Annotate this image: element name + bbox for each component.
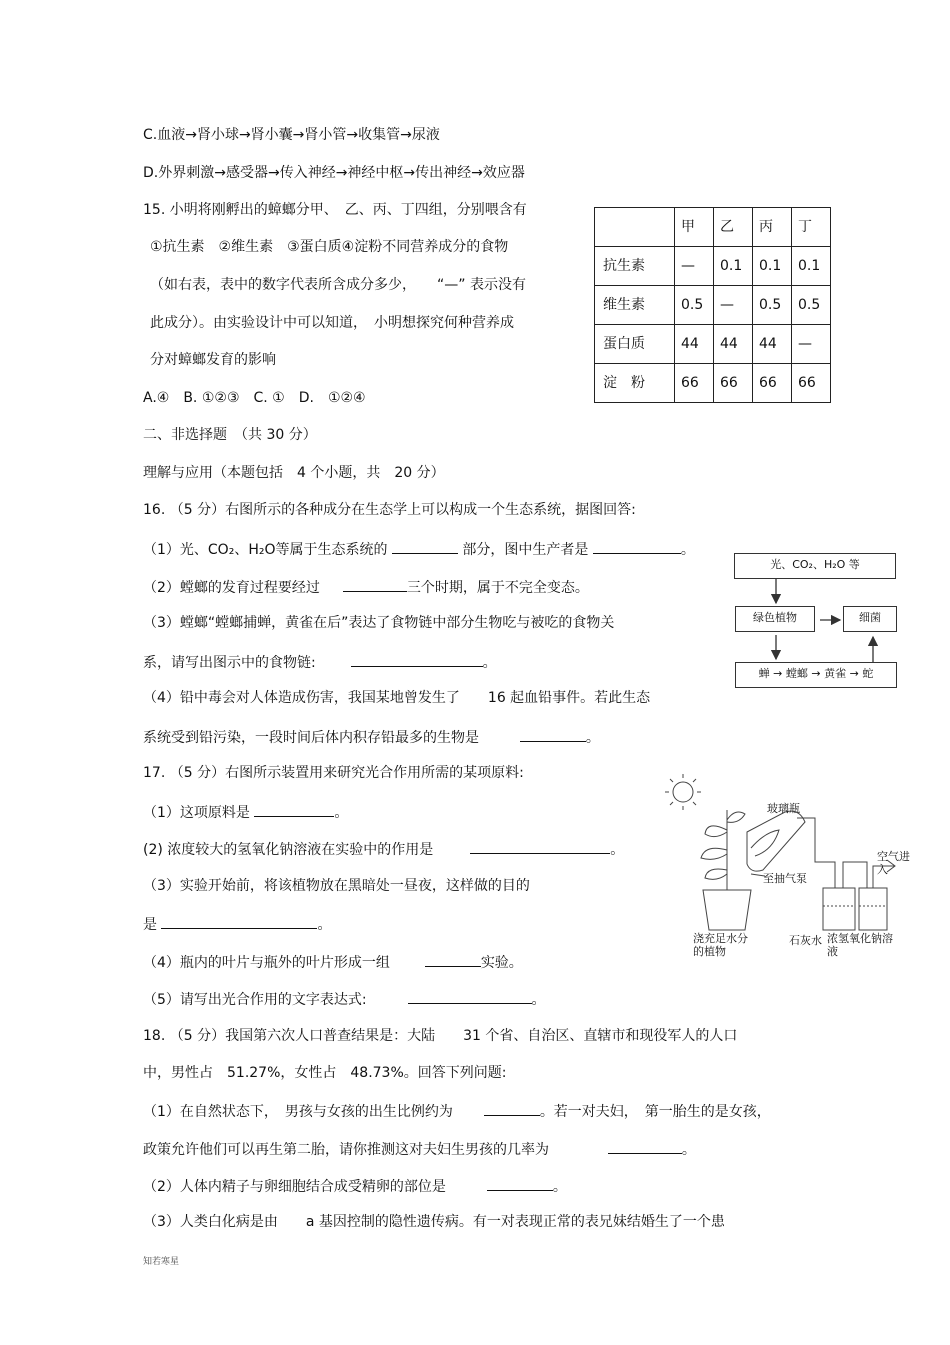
oriole-label: 黄雀 [824, 667, 847, 680]
q16-part-4-text: 系统受到铅污染，一段时间后体内积存铅最多的生物是 [143, 730, 479, 746]
period: 。 [680, 542, 695, 558]
answer-blank[interactable] [254, 802, 334, 817]
q18-part-1-line-1 [143, 1101, 771, 1121]
table-cell: 66 [714, 364, 753, 403]
arrow-icon: → [773, 667, 783, 680]
answer-blank[interactable] [425, 952, 481, 967]
q17-part-4-text-a: （4）瓶内的叶片与瓶外的叶片形成一组 [143, 955, 390, 971]
q17-stem: 17. （5 分）右图所示装置用来研究光合作用所需的某项原料: [143, 765, 524, 781]
answer-blank[interactable] [520, 727, 586, 742]
q18-stem-line-1: 18. （5 分）我国第六次人口普查结果是：大陆 31 个省、自治区、直辖市和现役军人的人口 [143, 1028, 738, 1044]
answer-blank[interactable] [392, 539, 458, 554]
table-cell: 0.1 [792, 247, 831, 286]
q17-part-4-text-b: 实验。 [480, 955, 523, 971]
q16-part-1-text-a: （1）光、CO₂、H₂O等属于生态系统的 [143, 542, 388, 558]
section-2-title: 二、非选择题 （共 30 分） [143, 427, 317, 443]
table-cell: 66 [675, 364, 714, 403]
option-d: D.外界刺激→感受器→传入神经→神经中枢→传出神经→效应器 [143, 165, 525, 181]
table-cell: 丙 [753, 208, 792, 247]
table-cell: — [675, 247, 714, 286]
pump-label: 至抽气泵 [763, 872, 807, 885]
table-cell: 维生素 [595, 286, 675, 325]
table-cell: 0.5 [753, 286, 792, 325]
table-cell: 0.1 [753, 247, 792, 286]
q17-part-2 [143, 839, 624, 859]
table-cell: 44 [675, 325, 714, 364]
table-cell: 44 [714, 325, 753, 364]
bacteria-box: 细菌 [843, 606, 897, 632]
q16-part-3-text: 系，请写出图示中的食物链: [143, 655, 316, 671]
q15-line-1: 15. 小明将刚孵出的蟑螂分甲、 乙、丙、丁四组，分别喂含有 [143, 202, 527, 218]
q17-part-3-text: 是 [143, 917, 157, 933]
q17-part-2-text: (2) 浓度较大的氢氧化钠溶液在实验中的作用是 [143, 842, 434, 858]
q15-line-5: 分对蟑螂发育的影响 [150, 352, 276, 368]
q15-line-4: 此成分）。由实验设计中可以知道， 小明想探究何种营养成 [150, 315, 514, 331]
table-row [595, 325, 831, 364]
mantis-label: 螳螂 [785, 667, 808, 680]
q18-part-3: （3）人类白化病是由 a 基因控制的隐性遗传病。有一对表现正常的表兄妹结婚生了一个患 [143, 1214, 725, 1230]
glass-bottle-label: 玻璃瓶 [767, 802, 800, 815]
q16-stem: 16. （5 分）右图所示的各种成分在生态学上可以构成一个生态系统，据图回答: [143, 502, 636, 518]
cicada-label: 蝉 [758, 667, 770, 680]
answer-blank[interactable] [593, 539, 681, 554]
q18-part-1-text-c: 政策允许他们可以再生第二胎，请你推测这对夫妇生男孩的几率为 [143, 1142, 549, 1158]
q17-part-3-line-2 [143, 914, 331, 934]
q17-part-1-text: （1）这项原料是 [143, 805, 250, 821]
q16-part-2-text-a: （2）螳螂的发育过程要经过 [143, 580, 320, 596]
nutrient-table [594, 207, 831, 403]
q17-part-5-text: （5）请写出光合作用的文字表达式: [143, 992, 367, 1008]
q16-part-3-line-2 [143, 652, 497, 672]
table-header-row [595, 208, 831, 247]
table-cell: 44 [753, 325, 792, 364]
q18-stem-line-2: 中，男性占 51.27%，女性占 48.73%。回答下列问题: [143, 1065, 507, 1081]
table-cell: — [714, 286, 753, 325]
q16-part-2 [143, 577, 589, 597]
table-row [595, 247, 831, 286]
food-chain-box [735, 662, 897, 688]
q15-options: A.④ B. ①②③ C. ① D. ①②④ [143, 390, 366, 406]
q18-part-2 [143, 1176, 567, 1196]
q15-line-3: （如右表，表中的数字代表所含成分多少， “—” 表示没有 [150, 277, 526, 293]
table-cell: 乙 [714, 208, 753, 247]
naoh-label: 浓氢氧化钠溶液 [827, 932, 893, 958]
page-footer: 知若寒星 [143, 1257, 180, 1267]
q17-part-4 [143, 952, 523, 972]
option-c: C.血液→肾小球→肾小囊→肾小管→收集管→尿液 [143, 127, 440, 143]
arrow-icon: → [849, 667, 859, 680]
table-cell: 甲 [675, 208, 714, 247]
q16-part-1 [143, 539, 695, 559]
snake-label: 蛇 [862, 667, 874, 680]
section-2-subtitle: 理解与应用（本题包括 4 个小题，共 20 分） [143, 465, 445, 481]
table-cell: 0.1 [714, 247, 753, 286]
q18-part-1-text-b: 。若一对夫妇， 第一胎生的是女孩， [539, 1104, 771, 1120]
q16-part-2-text-b: 三个时期，属于不完全变态。 [406, 580, 589, 596]
q16-part-1-text-b: 部分，图中生产者是 [462, 542, 589, 558]
period: 。 [610, 842, 625, 858]
answer-blank[interactable] [608, 1139, 682, 1154]
answer-blank[interactable] [343, 577, 407, 592]
table-cell: 66 [753, 364, 792, 403]
q17-part-5 [143, 989, 546, 1009]
table-row [595, 286, 831, 325]
q18-part-2-text: （2）人体内精子与卵细胞结合成受精卵的部位是 [143, 1179, 446, 1195]
q15-line-2: ①抗生素 ②维生素 ③蛋白质④淀粉不同营养成分的食物 [150, 239, 509, 255]
period: 。 [482, 655, 497, 671]
answer-blank[interactable] [470, 839, 610, 854]
limewater-label: 石灰水 [789, 934, 822, 947]
period: 。 [681, 1142, 696, 1158]
q16-part-4-line-1: （4）铅中毒会对人体造成伤害，我国某地曾发生了 16 起血铅事件。若此生态 [143, 690, 651, 706]
green-plant-box: 绿色植物 [735, 606, 815, 632]
q18-part-1-line-2 [143, 1139, 696, 1159]
arrow-icon: → [811, 667, 821, 680]
period: 。 [552, 1179, 567, 1195]
table-row [595, 364, 831, 403]
q18-part-1-text-a: （1）在自然状态下， 男孩与女孩的出生比例约为 [143, 1104, 453, 1120]
table-cell: 66 [792, 364, 831, 403]
table-cell: 0.5 [792, 286, 831, 325]
answer-blank[interactable] [351, 652, 483, 667]
plant-label: 浇充足水分的植物 [693, 932, 748, 958]
table-cell: 蛋白质 [595, 325, 675, 364]
period: 。 [334, 805, 349, 821]
air-inlet-label: 空气进入 [877, 850, 910, 876]
table-cell: 抗生素 [595, 247, 675, 286]
q16-part-3-line-1: （3）螳螂“螳螂捕蝉，黄雀在后”表达了食物链中部分生物吃与被吃的食物关 [143, 615, 615, 631]
photosynthesis-apparatus [655, 770, 915, 960]
abiotic-box: 光、CO₂、H₂O 等 [734, 553, 896, 579]
answer-blank[interactable] [161, 914, 317, 929]
q17-part-3-line-1: （3）实验开始前，将该植物放在黑暗处一昼夜，这样做的目的 [143, 878, 530, 894]
answer-blank[interactable] [408, 989, 532, 1004]
period: 。 [585, 730, 600, 746]
q16-part-4-line-2 [143, 727, 600, 747]
q17-part-1 [143, 802, 348, 822]
table-cell: 丁 [792, 208, 831, 247]
table-cell [595, 208, 675, 247]
table-cell: 0.5 [675, 286, 714, 325]
table-cell: 淀 粉 [595, 364, 675, 403]
answer-blank[interactable] [487, 1176, 553, 1191]
table-cell: — [792, 325, 831, 364]
period: 。 [531, 992, 546, 1008]
answer-blank[interactable] [484, 1101, 540, 1116]
period: 。 [317, 917, 332, 933]
